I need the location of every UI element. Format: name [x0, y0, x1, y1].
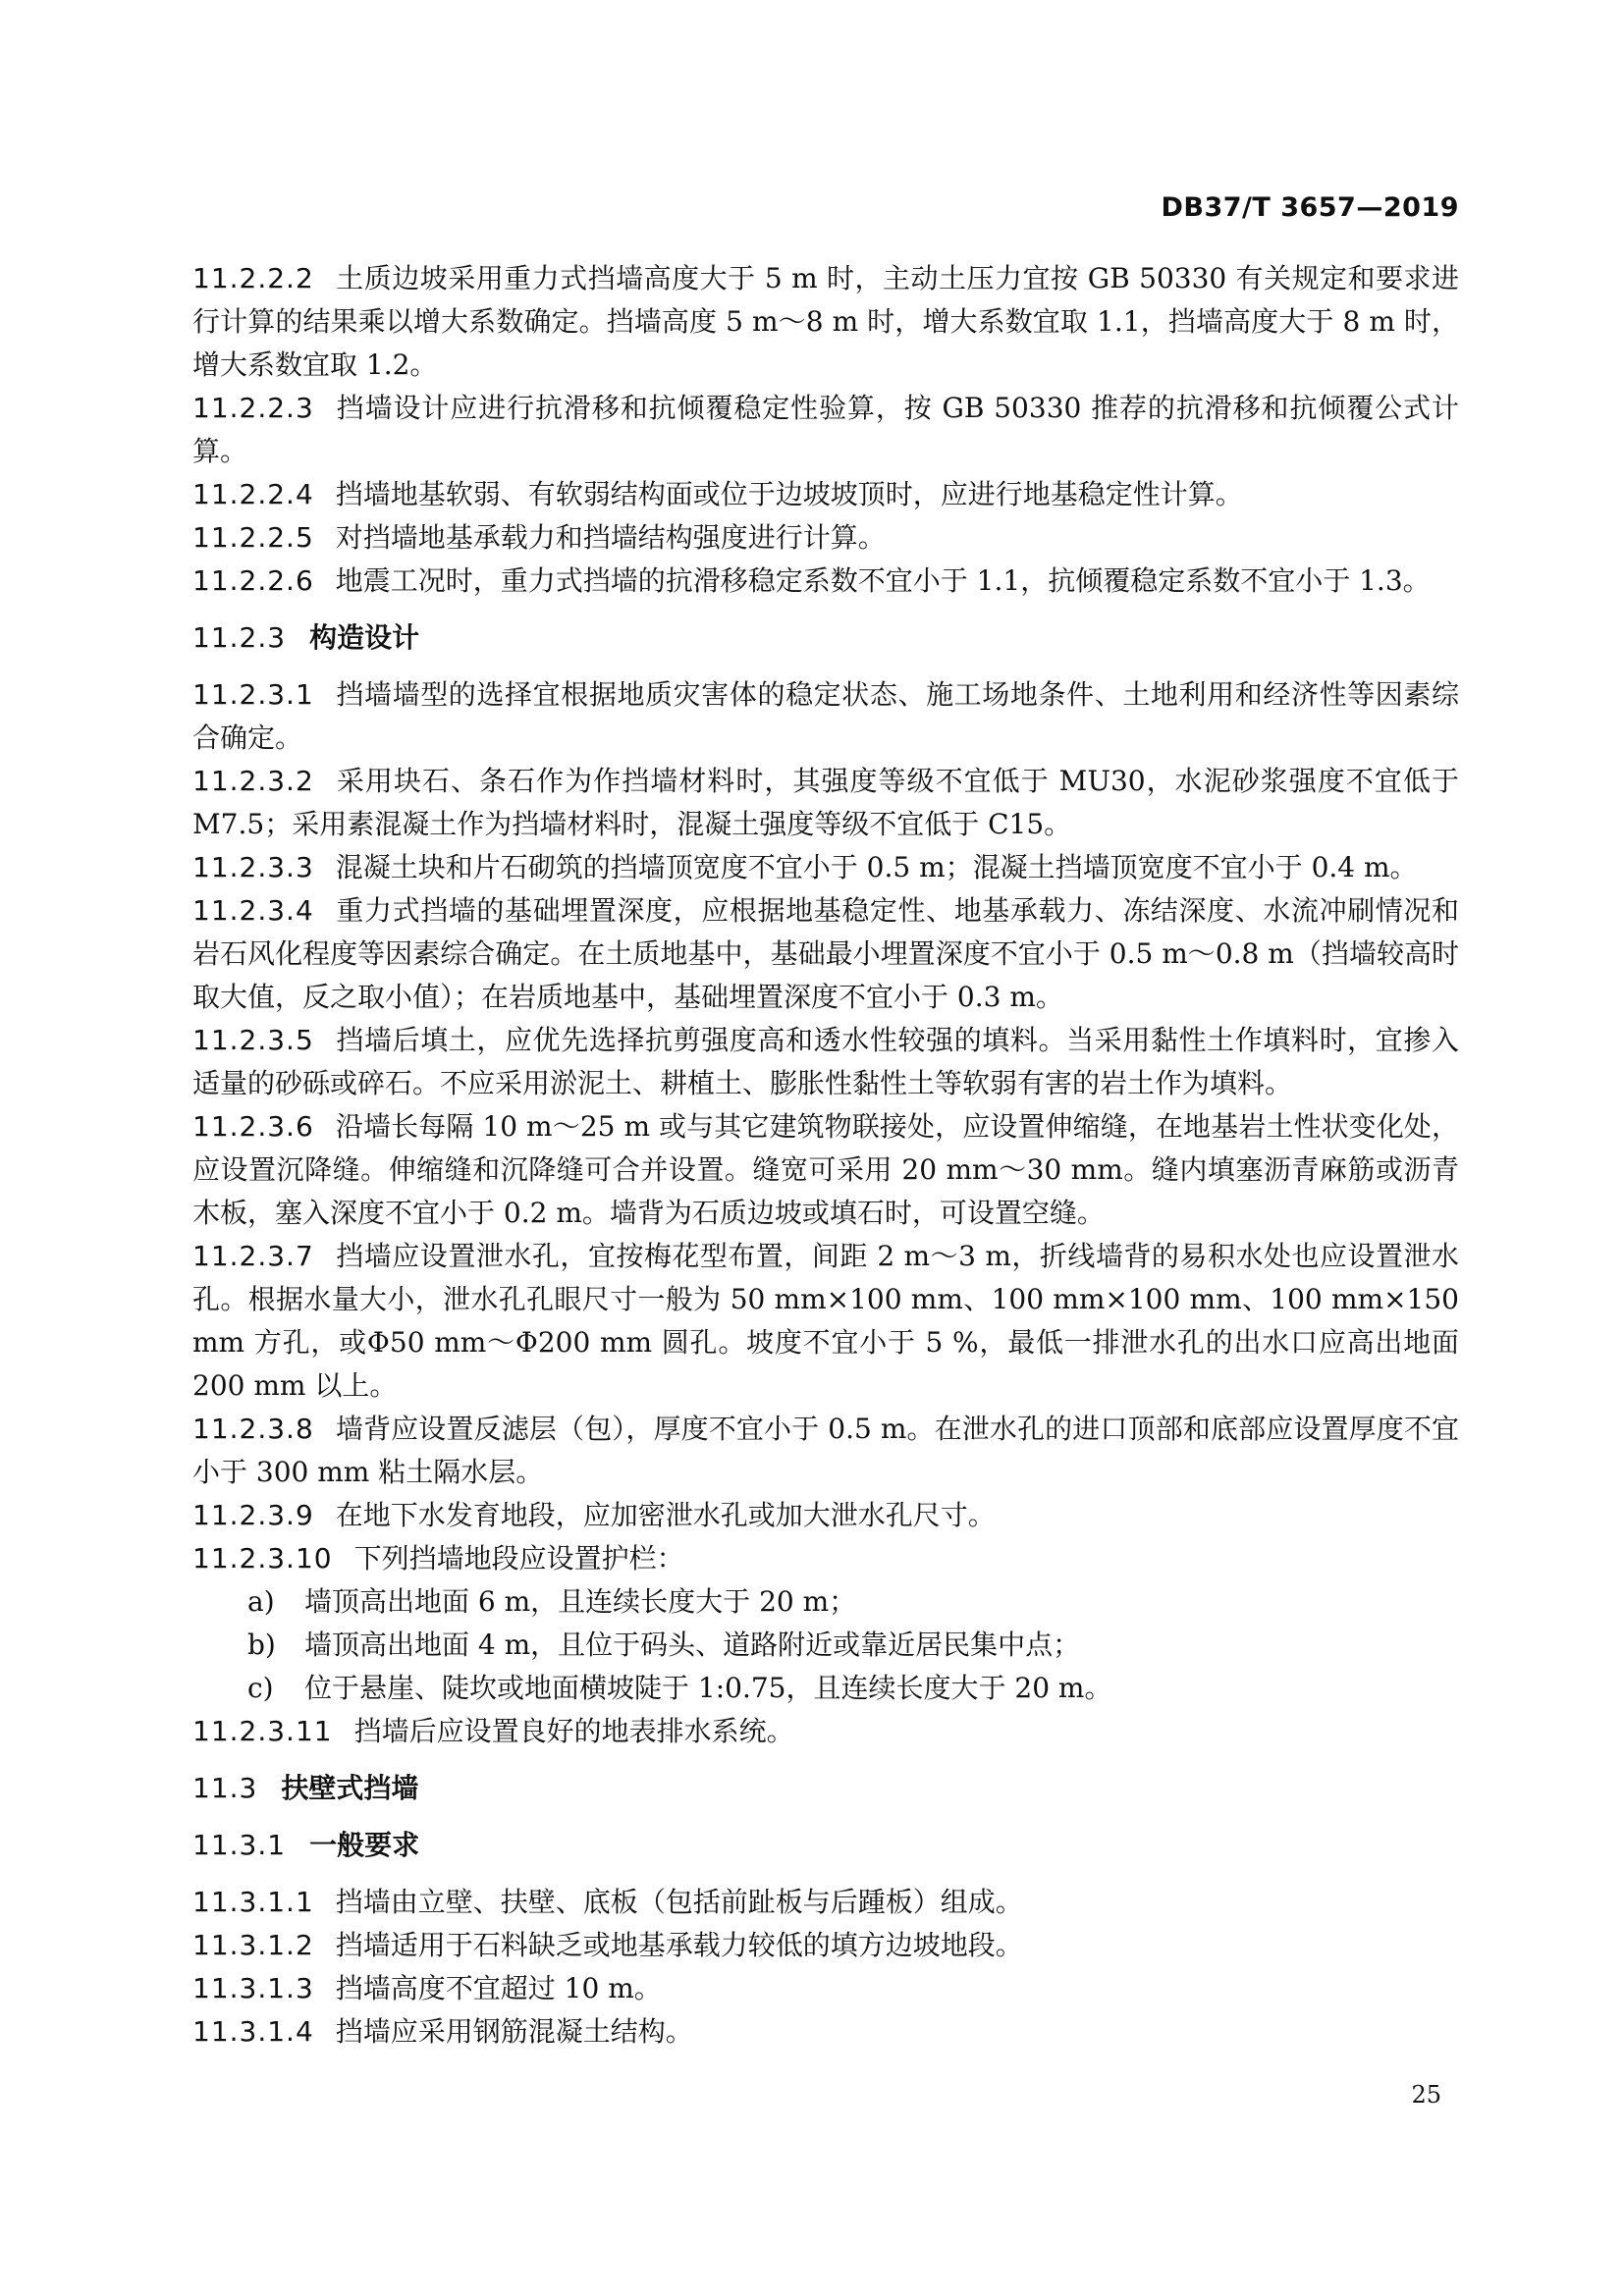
clause-text: 下列挡墙地段应设置护栏：	[353, 1542, 684, 1575]
clause-text: 挡墙后应设置良好的地表排水系统。	[353, 1715, 794, 1747]
section-title: 扶壁式挡墙	[281, 1772, 419, 1804]
clause-paragraph	[192, 846, 1459, 889]
clause-paragraph	[192, 1881, 1459, 1924]
clause-paragraph	[192, 760, 1459, 846]
clause-text: 挡墙后填土，应优先选择抗剪强度高和透水性较强的填料。当采用黏性土作填料时，宜掺入适量的砂砾或碎石。不应采用淤泥土、耕植土、膨胀性黏性土等软弱有害的岩土作为填料。	[192, 1024, 1459, 1099]
section-number: 11.2.3	[192, 621, 287, 654]
clause-text: 挡墙由立壁、扶壁、底板（包括前趾板与后踵板）组成。	[335, 1886, 1023, 1918]
list-item-label: b)	[247, 1629, 276, 1661]
clause-text: 重力式挡墙的基础埋置深度，应根据地基稳定性、地基承载力、冻结深度、水流冲刷情况和岩石风化程度等因素综合确定。在土质地基中，基础最小埋置深度不宜小于 0.5 m～0.8 m（挡墙较高时取大值，反之取小值）；在岩质地基中，基础埋置深度不宜小于 0.3 m。	[192, 894, 1459, 1013]
clause-text: 在地下水发育地段，应加密泄水孔或加大泄水孔尺寸。	[335, 1499, 996, 1531]
section-heading	[192, 1824, 1459, 1867]
clause-text: 沿墙长每隔 10 m～25 m 或与其它建筑物联接处，应设置伸缩缝，在地基岩土性状变化处，应设置沉降缝。伸缩缝和沉降缝可合并设置。缝宽可采用 20 mm～30 mm。缝内填塞沥青麻筋或沥青木板，塞入深度不宜小于 0.2 m。墙背为石质边坡或填石时，可设置空缝。	[192, 1110, 1459, 1229]
clause-text: 挡墙高度不宜超过 10 m。	[335, 1972, 662, 2004]
clause-number: 11.2.2.6	[192, 564, 314, 597]
list-item-text: 墙顶高出地面 4 m，且位于码头、道路附近或靠近居民集中点；	[304, 1629, 1081, 1661]
section-heading	[192, 1767, 1459, 1810]
clause-number: 11.2.3.8	[192, 1413, 314, 1445]
clause-text: 采用块石、条石作为作挡墙材料时，其强度等级不宜低于 MU30，水泥砂浆强度不宜低于 M7.5；采用素混凝土作为挡墙材料时，混凝土强度等级不宜低于 C15。	[192, 765, 1459, 840]
clause-paragraph	[192, 1537, 1459, 1580]
clause-paragraph	[192, 1235, 1459, 1408]
clause-paragraph	[192, 1105, 1459, 1235]
section-title: 一般要求	[309, 1829, 420, 1861]
clause-number: 11.2.3.6	[192, 1110, 314, 1143]
clause-text: 挡墙应设置泄水孔，宜按梅花型布置，间距 2 m～3 m，折线墙背的易积水处也应设置泄水孔。根据水量大小，泄水孔孔眼尺寸一般为 50 mm×100 mm、100 mm×100 mm、100 mm×150 mm 方孔，或Φ50 mm～Φ200 mm 圆孔。坡度不宜小于 5 %，最低一排泄水孔的出水口应高出地面 200 mm 以上。	[192, 1240, 1459, 1402]
list-item-text: 位于悬崖、陡坎或地面横坡陡于 1:0.75，且连续长度大于 20 m。	[304, 1672, 1112, 1704]
clause-paragraph	[192, 1710, 1459, 1753]
clause-paragraph	[192, 889, 1459, 1019]
section-title: 构造设计	[309, 621, 420, 654]
clause-number: 11.2.2.5	[192, 521, 314, 554]
section-number: 11.3.1	[192, 1829, 287, 1861]
clause-paragraph	[192, 257, 1459, 387]
clause-number: 11.2.3.7	[192, 1240, 314, 1272]
section-number: 11.3	[192, 1772, 258, 1804]
clause-number: 11.2.3.11	[192, 1715, 333, 1747]
clause-number: 11.2.2.4	[192, 478, 314, 510]
clause-paragraph	[192, 1494, 1459, 1537]
list-item	[247, 1580, 1459, 1624]
clause-paragraph	[192, 473, 1459, 516]
clause-number: 11.2.3.10	[192, 1542, 333, 1575]
document-code: DB37/T 3657—2019	[1161, 192, 1459, 223]
clause-number: 11.2.3.2	[192, 765, 314, 797]
clause-number: 11.2.2.2	[192, 262, 314, 294]
clause-number: 11.2.2.3	[192, 392, 314, 424]
clause-number: 11.2.3.4	[192, 894, 314, 927]
clause-text: 挡墙设计应进行抗滑移和抗倾覆稳定性验算，按 GB 50330 推荐的抗滑移和抗倾覆公式计算。	[192, 392, 1459, 467]
list-item-label: c)	[247, 1672, 274, 1704]
clause-text: 挡墙应采用钢筋混凝土结构。	[335, 2015, 693, 2048]
section-heading	[192, 616, 1459, 660]
clause-paragraph	[192, 673, 1459, 760]
clause-number: 11.2.3.5	[192, 1024, 314, 1056]
page-number: 25	[1411, 2081, 1441, 2109]
clause-number: 11.2.3.1	[192, 678, 314, 711]
list-item	[247, 1624, 1459, 1667]
list-item-text: 墙顶高出地面 6 m，且连续长度大于 20 m；	[304, 1585, 857, 1618]
clause-number: 11.3.1.4	[192, 2015, 314, 2048]
document-body	[192, 257, 1459, 2054]
clause-number: 11.2.3.3	[192, 851, 314, 883]
clause-text: 对挡墙地基承载力和挡墙结构强度进行计算。	[335, 521, 886, 554]
clause-text: 地震工况时，重力式挡墙的抗滑移稳定系数不宜小于 1.1，抗倾覆稳定系数不宜小于 1.3。	[335, 564, 1431, 597]
clause-text: 挡墙适用于石料缺乏或地基承载力较低的填方边坡地段。	[335, 1929, 1023, 1961]
clause-number: 11.3.1.2	[192, 1929, 314, 1961]
clause-paragraph	[192, 1967, 1459, 2010]
clause-text: 挡墙墙型的选择宜根据地质灾害体的稳定状态、施工场地条件、土地利用和经济性等因素综合确定。	[192, 678, 1459, 754]
clause-text: 土质边坡采用重力式挡墙高度大于 5 m 时，主动土压力宜按 GB 50330 有关规定和要求进行计算的结果乘以增大系数确定。挡墙高度 5 m～8 m 时，增大系数宜取 1.1，挡墙高度大于 8 m 时，增大系数宜取 1.2。	[192, 262, 1459, 381]
clause-paragraph	[192, 1924, 1459, 1967]
clause-text: 挡墙地基软弱、有软弱结构面或位于边坡坡顶时，应进行地基稳定性计算。	[335, 478, 1243, 510]
clause-number: 11.3.1.3	[192, 1972, 314, 2004]
clause-paragraph	[192, 1019, 1459, 1105]
list-item-label: a)	[247, 1585, 275, 1618]
clause-text: 混凝土块和片石砌筑的挡墙顶宽度不宜小于 0.5 m；混凝土挡墙顶宽度不宜小于 0.4 m。	[335, 851, 1418, 883]
clause-paragraph	[192, 387, 1459, 473]
clause-paragraph	[192, 2010, 1459, 2054]
clause-paragraph	[192, 1408, 1459, 1494]
list-item	[247, 1667, 1459, 1710]
clause-paragraph	[192, 560, 1459, 603]
clause-number: 11.3.1.1	[192, 1886, 314, 1918]
clause-number: 11.2.3.9	[192, 1499, 314, 1531]
clause-paragraph	[192, 516, 1459, 560]
clause-text: 墙背应设置反滤层（包），厚度不宜小于 0.5 m。在泄水孔的进口顶部和底部应设置厚度不宜小于 300 mm 粘土隔水层。	[192, 1413, 1459, 1488]
